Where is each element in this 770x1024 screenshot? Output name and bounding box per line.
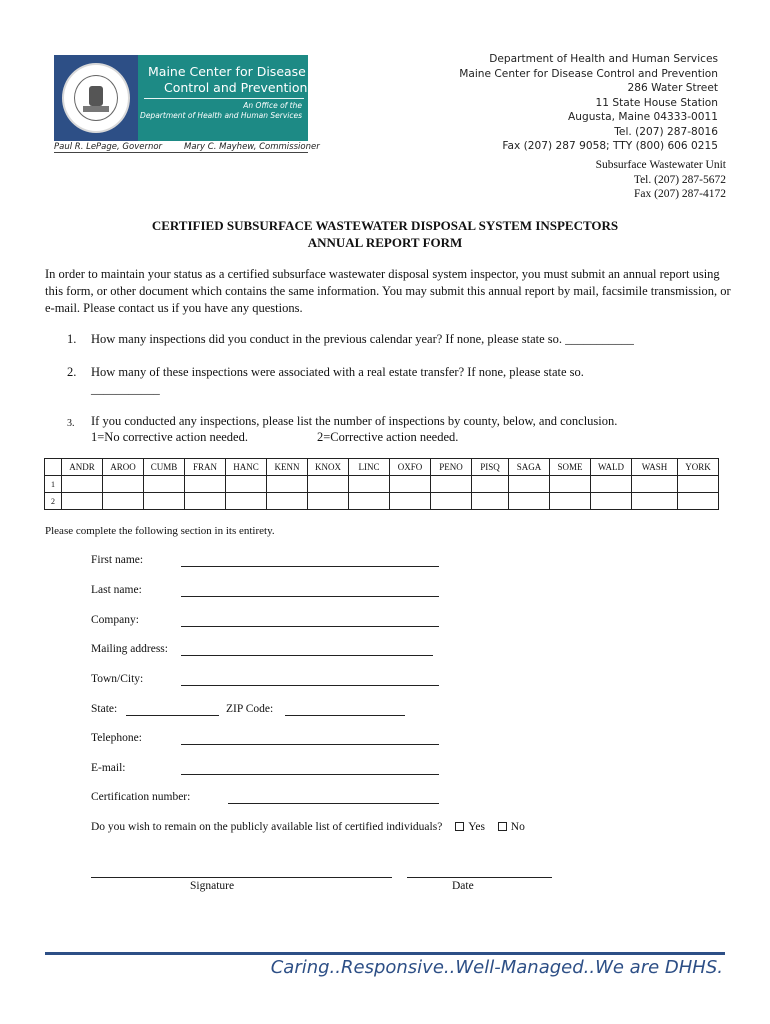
mailing-address-label: Mailing address: — [91, 643, 168, 655]
county-header-row — [45, 459, 719, 476]
state-seal-icon — [62, 63, 130, 133]
county-header: AROO — [103, 459, 144, 476]
count-cell[interactable] — [267, 493, 308, 510]
county-header: LINC — [349, 459, 390, 476]
agency-name-panel — [138, 55, 308, 141]
count-cell[interactable] — [632, 493, 678, 510]
last-name-label: Last name: — [91, 584, 142, 596]
count-cell[interactable] — [103, 476, 144, 493]
count-cell[interactable] — [678, 493, 719, 510]
state-label: State: — [91, 703, 118, 715]
count-cell[interactable] — [390, 476, 431, 493]
county-header: ANDR — [62, 459, 103, 476]
count-cell[interactable] — [472, 476, 509, 493]
county-header: WALD — [591, 459, 632, 476]
count-cell[interactable] — [632, 476, 678, 493]
count-cell[interactable] — [349, 476, 390, 493]
department-address: Department of Health and Human Services Maine Center for Disease Control and Prevention 286 Water Street 11 State House Station Augusta, Maine 04333-0011 Tel. (207) 287-8016 Fax (207) 287 9058; TTY (800) 606 0215 — [459, 53, 718, 152]
county-header: KENN — [267, 459, 308, 476]
telephone-field[interactable] — [181, 744, 439, 745]
certification-number-field[interactable] — [228, 803, 439, 804]
county-header: PISQ — [472, 459, 509, 476]
telephone-label: Telephone: — [91, 732, 142, 744]
intro-paragraph: In order to maintain your status as a certified subsurface wastewater disposal system inspector, you must submit an annual report using this form, or other document which contains the same information. You may submit this annual report by mail, facsimile transmission, or e-mail. Please contact us if you have any questions. — [45, 267, 731, 315]
agency-logo — [54, 55, 308, 141]
form-subtitle: ANNUAL REPORT FORM — [307, 235, 463, 250]
footer-divider — [45, 952, 725, 955]
count-cell[interactable] — [144, 476, 185, 493]
count-cell[interactable] — [509, 476, 550, 493]
agency-divider — [144, 98, 304, 99]
unit-address: Subsurface Wastewater Unit Tel. (207) 287-5672 Fax (207) 287-4172 — [595, 159, 726, 200]
seal-panel — [54, 55, 138, 141]
form-title: CERTIFIED SUBSURFACE WASTEWATER DISPOSAL SYSTEM INSPECTORS — [151, 218, 619, 233]
question-3-code-2: 2=Corrective action needed. — [317, 430, 459, 444]
count-cell[interactable] — [390, 493, 431, 510]
count-cell[interactable] — [62, 493, 103, 510]
count-cell[interactable] — [509, 493, 550, 510]
county-inspection-table — [44, 458, 719, 510]
public-list-question-text: Do you wish to remain on the publicly available list of certified individuals? — [91, 821, 443, 833]
count-cell[interactable] — [431, 493, 472, 510]
count-cell[interactable] — [103, 493, 144, 510]
zip-code-field[interactable] — [285, 715, 405, 716]
count-cell[interactable] — [472, 493, 509, 510]
count-cell[interactable] — [308, 493, 349, 510]
county-header: PENO — [431, 459, 472, 476]
question-2-number: 2. — [67, 365, 77, 379]
question-2-blank[interactable]: ___________ — [91, 382, 160, 396]
count-cell[interactable] — [62, 476, 103, 493]
commissioner-name: Mary C. Mayhew, Commissioner — [184, 142, 320, 152]
signature-label: Signature — [190, 880, 235, 892]
table-row — [45, 476, 719, 493]
date-label: Date — [452, 880, 474, 892]
letterhead-divider — [54, 152, 308, 153]
footer-slogan: Caring..Responsive..Well-Managed..We are DHHS. — [270, 957, 723, 978]
state-field[interactable] — [126, 715, 219, 716]
first-name-label: First name: — [91, 554, 144, 566]
email-label: E-mail: — [91, 762, 126, 774]
count-cell[interactable] — [349, 493, 390, 510]
count-cell[interactable] — [185, 476, 226, 493]
count-cell[interactable] — [267, 476, 308, 493]
no-label: No — [510, 821, 525, 833]
email-field[interactable] — [181, 774, 439, 775]
table-row — [45, 493, 719, 510]
company-field[interactable] — [181, 626, 439, 627]
count-cell[interactable] — [226, 493, 267, 510]
count-cell[interactable] — [678, 476, 719, 493]
mailing-address-field[interactable] — [181, 655, 433, 656]
row-label-header — [45, 459, 62, 476]
question-3-text: If you conducted any inspections, please list the number of inspections by county, below, and conclusion. — [91, 414, 618, 428]
count-cell[interactable] — [308, 476, 349, 493]
row-label: 1 — [45, 476, 62, 493]
count-cell[interactable] — [226, 476, 267, 493]
count-cell[interactable] — [144, 493, 185, 510]
county-header: SAGA — [509, 459, 550, 476]
row-label: 2 — [45, 493, 62, 510]
question-3-code-1: 1=No corrective action needed. — [91, 430, 248, 444]
question-1-number: 1. — [67, 332, 77, 346]
count-cell[interactable] — [185, 493, 226, 510]
county-header: OXFO — [390, 459, 431, 476]
county-header: CUMB — [144, 459, 185, 476]
town-city-field[interactable] — [181, 685, 439, 686]
count-cell[interactable] — [591, 493, 632, 510]
count-cell[interactable] — [550, 493, 591, 510]
last-name-field[interactable] — [181, 596, 439, 597]
signature-line[interactable] — [91, 877, 392, 878]
public-list-question — [91, 821, 525, 833]
certification-number-label: Certification number: — [91, 791, 191, 803]
no-checkbox[interactable] — [498, 822, 507, 831]
county-header: KNOX — [308, 459, 349, 476]
complete-instruction: Please complete the following section in its entirety. — [45, 525, 275, 537]
company-label: Company: — [91, 614, 139, 626]
town-city-label: Town/City: — [91, 673, 144, 685]
governor-name: Paul R. LePage, Governor — [54, 142, 163, 152]
question-3-number: 3. — [67, 418, 75, 429]
zip-code-label: ZIP Code: — [226, 703, 274, 715]
county-header: YORK — [678, 459, 719, 476]
yes-label: Yes — [468, 821, 485, 833]
date-line[interactable] — [407, 877, 552, 878]
county-header: WASH — [632, 459, 678, 476]
count-cell[interactable] — [591, 476, 632, 493]
count-cell[interactable] — [550, 476, 591, 493]
count-cell[interactable] — [431, 476, 472, 493]
question-1-text: How many inspections did you conduct in the previous calendar year? If none, please state so. ___________ — [91, 332, 634, 346]
county-header: FRAN — [185, 459, 226, 476]
first-name-field[interactable] — [181, 566, 439, 567]
county-header: HANC — [226, 459, 267, 476]
agency-name: Maine Center for Disease Control and Prevention — [148, 64, 308, 95]
question-2-text: How many of these inspections were associated with a real estate transfer? If none, please state so. — [91, 365, 584, 379]
county-header: SOME — [550, 459, 591, 476]
yes-checkbox[interactable] — [455, 822, 464, 831]
office-of-text: An Office of the Department of Health and Human Services — [140, 101, 302, 120]
